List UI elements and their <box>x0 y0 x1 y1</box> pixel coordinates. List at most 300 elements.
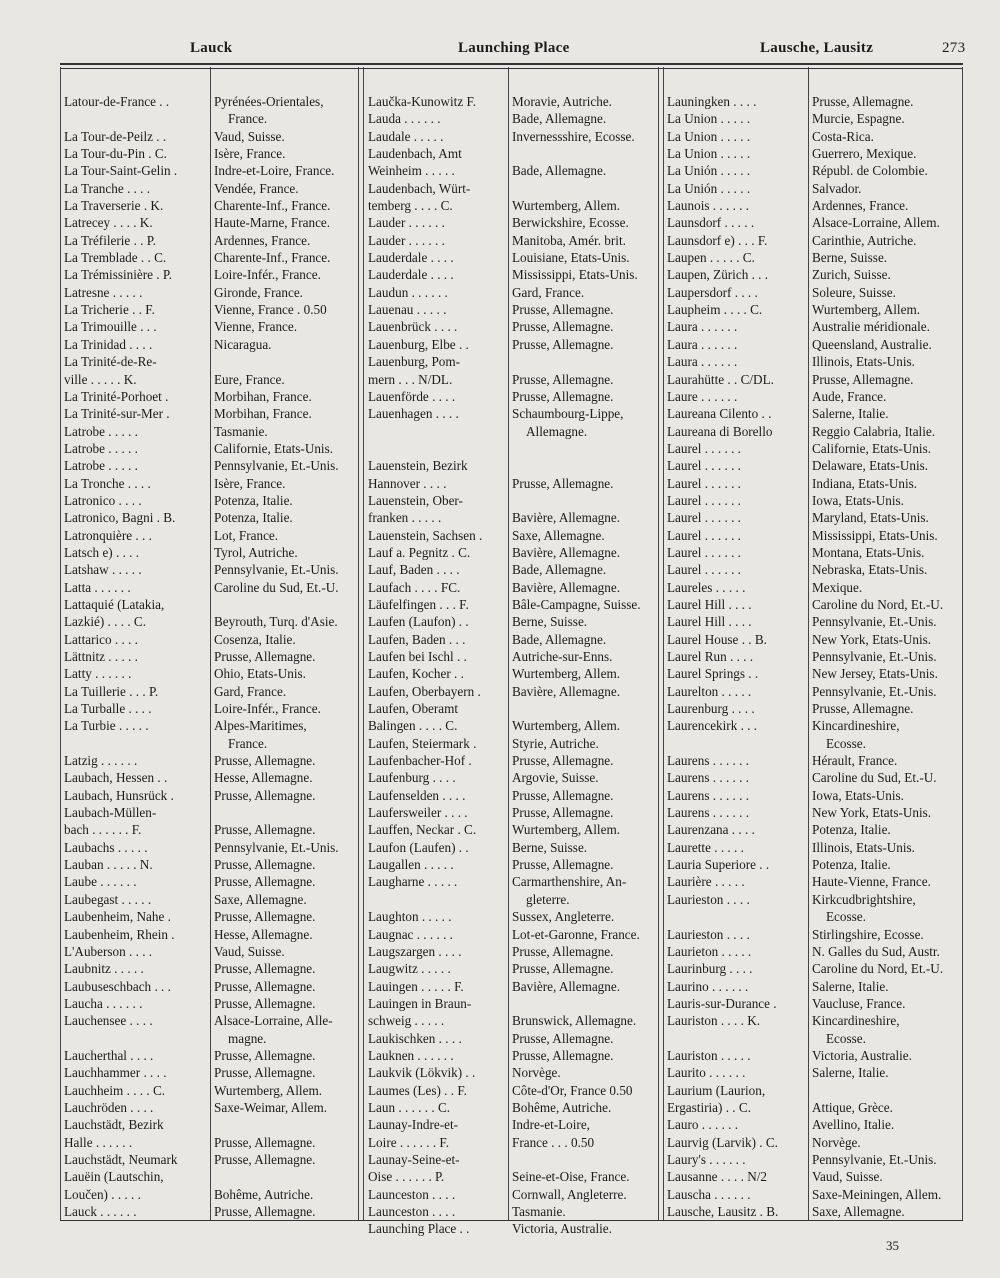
place-name: Laurel Springs . . <box>667 666 759 682</box>
place-name: L'Auberson . . . . <box>64 943 153 959</box>
place-name: Laumes (Les) . . F. <box>368 1082 467 1098</box>
region-text: Salvador. <box>812 180 862 196</box>
place-name: La Tranche . . . . <box>64 180 151 196</box>
place-name: Lauder . . . . . . <box>368 232 445 248</box>
place-name: Laubnitz . . . . . <box>64 961 144 977</box>
region-text: Argovie, Suisse. <box>512 770 599 786</box>
place-name: Laupen, Zürich . . . <box>667 267 769 283</box>
place-name: Lauenhagen . . . . <box>368 406 459 422</box>
top-rule-thin <box>60 68 963 69</box>
region-text: N. Galles du Sud, Austr. <box>812 943 940 959</box>
region-text: Sussex, Angleterre. <box>512 909 615 925</box>
place-name: Lauderdale . . . . <box>368 267 454 283</box>
place-name: Lauchstädt, Bezirk <box>64 1117 164 1133</box>
region-text: France. <box>228 735 268 751</box>
region-text: Queensland, Australie. <box>812 336 932 352</box>
region-text: Brunswick, Allemagne. <box>512 1013 637 1029</box>
region-text: Vaucluse, France. <box>812 995 906 1011</box>
region-text: Vienne, France. <box>214 319 298 335</box>
region-text: Wurtemberg, Allem. <box>512 666 620 682</box>
region-text: Prusse, Allemagne. <box>512 943 614 959</box>
region-text: Salerne, Italie. <box>812 1065 889 1081</box>
region-text: Saxe-Meiningen, Allem. <box>812 1186 942 1202</box>
region-text: Haute-Vienne, France. <box>812 874 931 890</box>
place-name: Laucha . . . . . . <box>64 995 143 1011</box>
region-text: Berne, Suisse. <box>512 614 588 630</box>
place-name: Lauenförde . . . . <box>368 388 456 404</box>
region-text: Bavière, Allemagne. <box>512 683 621 699</box>
region-text: Pyrénées-Orientales, <box>214 94 324 109</box>
region-text: Prusse, Allemagne. <box>512 961 614 977</box>
place-name: Laurinburg . . . . <box>667 961 753 977</box>
place-name: Laubegast . . . . . <box>64 891 152 907</box>
region-text: Salerne, Italie. <box>812 978 889 994</box>
region-text: Loire-Infér., France. <box>214 267 321 283</box>
region-text: Prusse, Allemagne. <box>214 961 316 977</box>
region-text: Gard, France. <box>214 683 287 699</box>
place-name: Laubach, Hunsrück . <box>64 787 174 803</box>
place-name: Latshaw . . . . . <box>64 562 142 578</box>
place-name: Lauscha . . . . . . <box>667 1186 751 1202</box>
place-name: Laugszargen . . . . <box>368 943 462 959</box>
place-name: Lauenstein, Sachsen . <box>368 527 483 543</box>
region-text: Berne, Suisse. <box>512 839 588 855</box>
region-text: Allemagne. <box>526 423 588 439</box>
region-text: Saxe-Weimar, Allem. <box>214 1099 328 1115</box>
page-number: 273 <box>942 40 966 56</box>
place-name: Latrecey . . . . K. <box>64 215 153 231</box>
place-name: Laurenzana . . . . <box>667 822 755 838</box>
place-name: Laugharne . . . . . <box>368 874 458 890</box>
region-text: Berwickshire, Ecosse. <box>512 215 629 231</box>
region-text: Prusse, Allemagne. <box>812 94 914 109</box>
region-text: Berne, Suisse. <box>812 250 888 266</box>
region-text: Tyrol, Autriche. <box>214 544 298 560</box>
place-name: Laurel . . . . . . <box>667 475 741 491</box>
place-name: Laufen, Steiermark . <box>368 735 477 751</box>
region-text: Bavière, Allemagne. <box>512 579 621 595</box>
place-name: Laurieston . . . . <box>667 891 750 907</box>
region-text: Caroline du Nord, Et.-U. <box>812 596 944 612</box>
place-name: Laurel Run . . . . <box>667 649 754 664</box>
place-name: Laurahütte . . C/DL. <box>667 371 774 387</box>
region-text: New York, Etats-Unis. <box>812 631 932 647</box>
place-name: Laufach . . . . FC. <box>368 579 461 595</box>
place-name: Lausanne . . . . N/2 <box>667 1169 767 1185</box>
region-text: Delaware, Etats-Unis. <box>812 458 929 474</box>
column-divider <box>808 67 809 1220</box>
place-name: Lauenbrück . . . . <box>368 319 458 335</box>
region-text: Bavière, Allemagne. <box>512 978 621 994</box>
region-text: Vaud, Suisse. <box>214 943 285 959</box>
place-name: Laufenbacher-Hof . <box>368 753 472 769</box>
region-text: Wurtemberg, Allem. <box>512 718 620 734</box>
column-divider <box>663 67 664 1220</box>
place-name: Launois . . . . . . <box>667 198 750 214</box>
place-name: Laudenbach, Amt <box>368 146 462 162</box>
place-name: Launingken . . . . <box>667 94 757 109</box>
region-text: Prusse, Allemagne. <box>214 1204 316 1219</box>
region-text: Pennsylvanie, Et.-Unis. <box>812 683 937 699</box>
place-name: Laurenburg . . . . <box>667 701 755 717</box>
place-name: Lauchensee . . . . <box>64 1013 153 1029</box>
place-name: Lazkié) . . . . C. <box>64 614 147 630</box>
place-name: Laurel Hill . . . . <box>667 596 752 612</box>
region-text: Wurtemberg, Allem. <box>512 822 620 838</box>
region-text: Isère, France. <box>214 475 286 491</box>
region-text: Prusse, Allemagne. <box>214 1065 316 1081</box>
region-text: Potenza, Italie. <box>214 492 293 508</box>
region-text: Pennsylvanie, Et.-Unis. <box>214 839 339 855</box>
place-name: Laure . . . . . . <box>667 388 738 404</box>
place-name: Latronico . . . . <box>64 492 142 508</box>
place-name: La Trémissinière . P. <box>64 267 173 283</box>
place-name: Laubach, Hessen . . <box>64 770 168 786</box>
place-name: La Unión . . . . . <box>667 163 751 179</box>
column-divider <box>658 67 659 1220</box>
region-text: Prusse, Allemagne. <box>512 1030 614 1046</box>
place-name: Laurel House . . B. <box>667 631 767 647</box>
place-name: Laube . . . . . . <box>64 874 137 890</box>
region-text: Prusse, Allemagne. <box>214 857 316 873</box>
place-name: Latsch e) . . . . <box>64 544 140 560</box>
place-name: ville . . . . . K. <box>64 371 137 387</box>
place-name: Laugnac . . . . . . <box>368 926 453 942</box>
place-name: Laura . . . . . . <box>667 336 738 352</box>
place-name: La Union . . . . . <box>667 111 751 127</box>
place-name: Launching Place . . <box>368 1221 470 1237</box>
region-text: Morbihan, France. <box>214 406 312 422</box>
region-text: Montana, Etats-Unis. <box>812 544 925 560</box>
region-text: Prusse, Allemagne. <box>512 475 614 491</box>
place-name: Laurencekirk . . . <box>667 718 758 734</box>
region-text: France. <box>228 111 268 127</box>
region-text: Reggio Calabria, Italie. <box>812 423 936 439</box>
place-name: Laurvig (Larvik) . C. <box>667 1134 778 1150</box>
column-divider <box>210 67 211 1220</box>
region-text: Carinthie, Autriche. <box>812 232 917 248</box>
place-name: La Trinité-sur-Mer . <box>64 406 170 422</box>
region-text: Prusse, Allemagne. <box>214 995 316 1011</box>
region-text: Prusse, Allemagne. <box>512 388 614 404</box>
region-text: Pennsylvanie, Et.-Unis. <box>812 649 937 664</box>
place-name: temberg . . . . C. <box>368 198 453 214</box>
place-name: Lauenburg, Pom- <box>368 354 461 370</box>
place-name: Laurium (Laurion, <box>667 1082 766 1098</box>
place-name: Lauëin (Lautschin, <box>64 1169 164 1185</box>
place-name: La Trinité-Porhoet . <box>64 388 169 404</box>
region-text: Australie méridionale. <box>812 319 930 335</box>
region-text: Illinois, Etats-Unis. <box>812 354 915 370</box>
running-head-left: Lauck <box>190 40 233 56</box>
region-text: Bade, Allemagne. <box>512 111 607 127</box>
region-text: Bade, Allemagne. <box>512 562 607 578</box>
place-name: Laureles . . . . . <box>667 579 746 595</box>
place-name: Lauffen, Neckar . C. <box>368 822 477 838</box>
region-text: Alsace-Lorraine, Alle- <box>214 1013 333 1029</box>
place-name: Lauria Superiore . . <box>667 857 770 873</box>
place-name: Laucherthal . . . . <box>64 1047 154 1063</box>
region-text: Bavière, Allemagne. <box>512 510 621 526</box>
region-text: Prusse, Allemagne. <box>512 319 614 335</box>
frame-right <box>962 67 963 1220</box>
region-text: Mexique. <box>812 579 863 595</box>
region-text: Charente-Inf., France. <box>214 250 331 266</box>
region-text: Beyrouth, Turq. d'Asie. <box>214 614 338 630</box>
region-text: Prusse, Allemagne. <box>512 336 614 352</box>
place-name: Laura . . . . . . <box>667 354 738 370</box>
region-text: Côte-d'Or, France 0.50 <box>512 1082 633 1098</box>
top-rule <box>60 63 963 65</box>
place-name: Laukvik (Lökvik) . . <box>368 1065 476 1081</box>
region-text: Potenza, Italie. <box>214 510 293 526</box>
place-name: La Traverserie . K. <box>64 198 164 214</box>
region-text: Hesse, Allemagne. <box>214 770 313 786</box>
region-text: Prusse, Allemagne. <box>512 302 614 318</box>
place-name: Lauderdale . . . . <box>368 250 454 266</box>
region-text: Hesse, Allemagne. <box>214 926 313 942</box>
place-name: Lauriston . . . . . <box>667 1047 751 1063</box>
place-name: Laufen, Kocher . . <box>368 666 464 682</box>
place-name: Latresne . . . . . <box>64 284 143 300</box>
place-name: Laurelton . . . . . <box>667 683 752 699</box>
region-text: Gironde, France. <box>214 284 303 300</box>
place-name: La Tremblade . . C. <box>64 250 167 266</box>
place-name: La Tuillerie . . . P. <box>64 683 159 699</box>
region-text: Caroline du Sud, Et.-U. <box>214 579 339 595</box>
region-text: Bavière, Allemagne. <box>512 544 621 560</box>
place-name: Laubuseschbach . . . <box>64 978 171 994</box>
place-name: Laureana Cilento . . <box>667 406 772 422</box>
region-text: Wurtemberg, Allem. <box>512 198 620 214</box>
place-name: Laurière . . . . . <box>667 874 745 890</box>
place-name: Laurel . . . . . . <box>667 458 741 474</box>
place-name: Laurel Hill . . . . <box>667 614 752 630</box>
place-name: Launceston . . . . <box>368 1186 456 1202</box>
region-text: Prusse, Allemagne. <box>512 1047 614 1063</box>
place-name: Laugallen . . . . . <box>368 857 454 873</box>
region-text: Prusse, Allemagne. <box>214 1047 316 1063</box>
place-name: Laufen bei Ischl . . <box>368 649 467 664</box>
region-text: Prusse, Allemagne. <box>214 753 316 769</box>
region-text: Vendée, France. <box>214 180 299 196</box>
column-divider <box>363 67 364 1220</box>
region-text: Mississippi, Etats-Unis. <box>812 527 938 543</box>
region-text: Wurtemberg, Allem. <box>214 1082 322 1098</box>
region-text: Vaud, Suisse. <box>214 128 285 144</box>
region-text: Prusse, Allemagne. <box>512 857 614 873</box>
region-text: Carmarthenshire, An- <box>512 874 627 890</box>
place-name: Oise . . . . . . P. <box>368 1169 445 1185</box>
region-text: Zurich, Suisse. <box>812 267 891 283</box>
place-name: Lauchhammer . . . . <box>64 1065 167 1081</box>
place-name: Lausche, Lausitz . B. <box>667 1204 779 1219</box>
place-name: Lauf a. Pegnitz . C. <box>368 544 471 560</box>
place-name: La Tour-du-Pin . C. <box>64 146 167 162</box>
place-name: La Trinité-de-Re- <box>64 354 157 370</box>
place-name: La Trinidad . . . . <box>64 336 153 352</box>
region-text: Norvège. <box>812 1134 861 1150</box>
place-name: Weinheim . . . . . <box>368 163 455 179</box>
place-name: Laughton . . . . . <box>368 909 452 925</box>
region-text: Bohême, Autriche. <box>512 1099 612 1115</box>
region-text: Moravie, Autriche. <box>512 94 612 109</box>
region-text: Invernessshire, Ecosse. <box>512 128 635 144</box>
region-text: Bade, Allemagne. <box>512 631 607 647</box>
place-name: bach . . . . . . F. <box>64 822 142 838</box>
place-name: Laufenburg . . . . <box>368 770 456 786</box>
region-text: Hérault, France. <box>812 753 898 769</box>
region-text: Prusse, Allemagne. <box>512 371 614 387</box>
running-head-center: Launching Place <box>458 40 570 56</box>
running-head-right: Lausche, Lausitz <box>760 40 874 56</box>
place-name: Lauchstädt, Neumark <box>64 1151 178 1167</box>
region-text: Tasmanie. <box>512 1204 566 1219</box>
region-text: Caroline du Sud, Et.-U. <box>812 770 937 786</box>
region-text: New York, Etats-Unis. <box>812 805 932 821</box>
region-text: Maryland, Etats-Unis. <box>812 510 929 526</box>
region-text: Charente-Inf., France. <box>214 198 331 214</box>
region-text: Indre-et-Loire, <box>512 1117 590 1133</box>
place-name: Laugwitz . . . . . <box>368 961 451 977</box>
region-text: Pennsylvanie, Et.-Unis. <box>812 1151 937 1167</box>
region-text: Prusse, Allemagne. <box>214 874 316 890</box>
place-name: Lauingen in Braun- <box>368 995 472 1011</box>
region-text: Murcie, Espagne. <box>812 111 905 127</box>
place-name: Lauder . . . . . . <box>368 215 445 231</box>
region-text: Bâle-Campagne, Suisse. <box>512 596 641 612</box>
region-text: Manitoba, Amér. brit. <box>512 232 626 248</box>
place-name: Laura . . . . . . <box>667 319 738 335</box>
place-name: Lauenstein, Bezirk <box>368 458 468 474</box>
region-text: Ardennes, France. <box>214 232 311 248</box>
region-text: Illinois, Etats-Unis. <box>812 839 915 855</box>
region-text: New Jersey, Etats-Unis. <box>812 666 938 682</box>
place-name: Ergastiria) . . C. <box>667 1099 751 1115</box>
place-name: Lauenburg, Elbe . . <box>368 336 469 352</box>
region-text: Attique, Grèce. <box>812 1099 893 1115</box>
region-text: Kincardineshire, <box>812 718 900 734</box>
region-text: Salerne, Italie. <box>812 406 889 422</box>
place-name: Laubenheim, Nahe . <box>64 909 171 925</box>
region-text: Californie, Etats-Unis. <box>812 440 932 456</box>
region-text: Potenza, Italie. <box>812 857 891 873</box>
place-name: Laun . . . . . . C. <box>368 1099 451 1115</box>
region-text: gleterre. <box>526 891 570 907</box>
place-name: La Tour-Saint-Gelin . <box>64 163 178 179</box>
place-name: Laubachs . . . . . <box>64 839 148 855</box>
place-name: Latzig . . . . . . <box>64 753 138 769</box>
region-text: Styrie, Autriche. <box>512 735 599 751</box>
place-name: Laufen (Laufon) . . <box>368 614 469 630</box>
place-name: Laurens . . . . . . <box>667 805 750 821</box>
frame-left <box>60 67 61 1220</box>
place-name: Laubenheim, Rhein . <box>64 926 175 942</box>
place-name: Lauban . . . . . N. <box>64 857 153 873</box>
region-text: Tasmanie. <box>214 423 268 439</box>
place-name: Laurieston . . . . <box>667 926 750 942</box>
place-name: Latour-de-France . . <box>64 94 170 109</box>
place-name: Laufen, Oberbayern . <box>368 683 481 699</box>
place-name: Launay-Indre-et- <box>368 1117 459 1133</box>
place-name: Läufelfingen . . . F. <box>368 596 469 612</box>
region-text: Gard, France. <box>512 284 585 300</box>
place-name: Laurel . . . . . . <box>667 527 741 543</box>
region-text: Vaud, Suisse. <box>812 1169 883 1185</box>
place-name: Laury's . . . . . . <box>667 1151 746 1167</box>
place-name: Lauro . . . . . . <box>667 1117 739 1133</box>
place-name: Loučen) . . . . . <box>64 1186 141 1202</box>
place-name: La Union . . . . . <box>667 128 751 144</box>
region-text: Iowa, Etats-Unis. <box>812 492 904 508</box>
place-name: Laudale . . . . . <box>368 128 444 144</box>
place-name: Loire . . . . . . F. <box>368 1134 449 1150</box>
place-name: Launsdorf . . . . . <box>667 215 755 231</box>
region-text: Victoria, Australie. <box>512 1221 612 1237</box>
place-name: Lattaquié (Latakia, <box>64 596 165 612</box>
place-name: Laubach-Müllen- <box>64 805 157 821</box>
place-name: schweig . . . . . <box>368 1013 445 1029</box>
place-name: Lättnitz . . . . . <box>64 649 138 664</box>
region-text: Ecosse. <box>826 909 866 925</box>
place-name: Laufen, Baden . . . <box>368 631 466 647</box>
region-text: Pennsylvanie, Et.-Unis. <box>812 614 937 630</box>
place-name: Lauchheim . . . . C. <box>64 1082 166 1098</box>
region-text: Nicaragua. <box>214 336 272 352</box>
place-name: Latta . . . . . . <box>64 579 131 595</box>
region-text: Prusse, Allemagne. <box>214 1151 316 1167</box>
place-name: La Tronche . . . . <box>64 475 151 491</box>
place-name: Balingen . . . . C. <box>368 718 458 734</box>
region-text: Lot-et-Garonne, France. <box>512 926 640 942</box>
place-name: Lauf, Baden . . . . <box>368 562 460 578</box>
place-name: Lauknen . . . . . . <box>368 1047 454 1063</box>
place-name: Launay-Seine-et- <box>368 1151 460 1167</box>
place-name: Laurieton . . . . . <box>667 943 752 959</box>
region-text: Kirkcudbrightshire, <box>812 891 916 907</box>
region-text: Prusse, Allemagne. <box>812 701 914 717</box>
place-name: Lauck . . . . . . <box>64 1204 137 1219</box>
region-text: Pennsylvanie, Et.-Unis. <box>214 458 339 474</box>
region-text: Prusse, Allemagne. <box>512 805 614 821</box>
place-name: Laupersdorf . . . . <box>667 284 758 300</box>
region-text: Costa-Rica. <box>812 128 874 144</box>
place-name: La Unión . . . . . <box>667 180 751 196</box>
place-name: mern . . . N/DL. <box>368 371 453 387</box>
place-name: Laurito . . . . . . <box>667 1065 746 1081</box>
place-name: Laučka-Kunowitz F. <box>368 94 477 109</box>
place-name: Halle . . . . . . <box>64 1134 133 1150</box>
region-text: Bohême, Autriche. <box>214 1186 314 1202</box>
place-name: Lauenstein, Ober- <box>368 492 463 508</box>
region-text: Stirlingshire, Ecosse. <box>812 926 924 942</box>
place-name: Latronico, Bagni . B. <box>64 510 176 526</box>
region-text: Mississippi, Etats-Unis. <box>512 267 638 283</box>
region-text: Aude, France. <box>812 388 887 404</box>
region-text: Prusse, Allemagne. <box>512 753 614 769</box>
region-text: France . . . 0.50 <box>512 1134 595 1150</box>
region-text: Nebraska, Etats-Unis. <box>812 562 928 578</box>
region-text: Norvège. <box>512 1065 561 1081</box>
region-text: Loire-Infér., France. <box>214 701 321 717</box>
place-name: Lattarico . . . . <box>64 631 138 647</box>
place-name: Laurino . . . . . . <box>667 978 749 994</box>
region-text: Prusse, Allemagne. <box>214 822 316 838</box>
region-text: Guerrero, Mexique. <box>812 146 917 162</box>
region-text: Pennsylvanie, Et.-Unis. <box>214 562 339 578</box>
region-text: Californie, Etats-Unis. <box>214 440 334 456</box>
place-name: Laurens . . . . . . <box>667 787 750 803</box>
